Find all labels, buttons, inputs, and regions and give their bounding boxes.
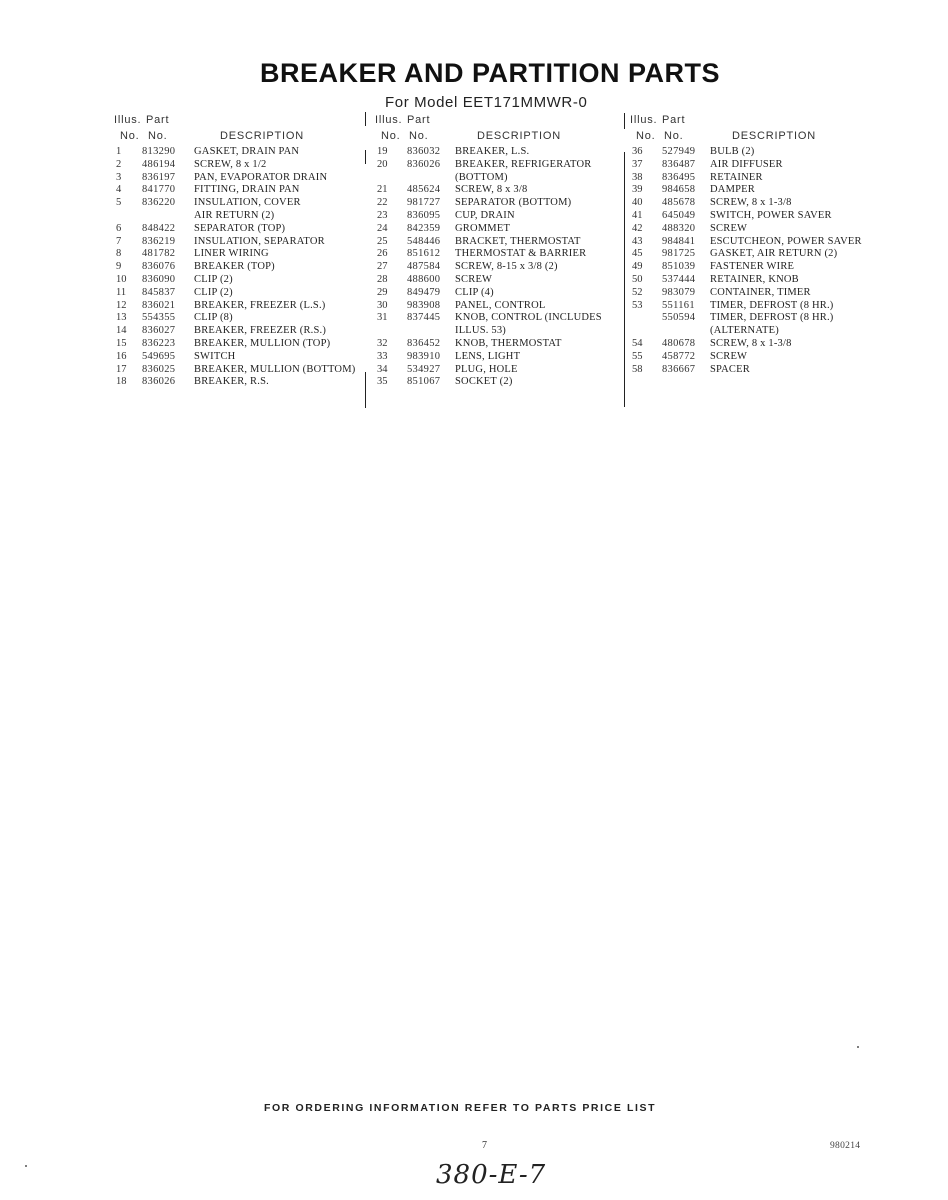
part-description: INSULATION, SEPARATOR (194, 235, 325, 247)
part-number: 551161 (662, 299, 695, 311)
parts-row (114, 248, 362, 261)
part-number: 837445 (407, 312, 441, 324)
ordering-note: FOR ORDERING INFORMATION REFER TO PARTS PRICE LIST (264, 1102, 657, 1114)
header-part: Part (407, 114, 431, 126)
part-description: BREAKER, FREEZER (R.S.) (194, 325, 327, 337)
part-number: 486194 (142, 158, 176, 170)
illus-number: 35 (377, 376, 388, 388)
part-number: 836220 (142, 197, 176, 209)
part-number: 813290 (142, 146, 176, 157)
part-description: CLIP (4) (455, 286, 494, 298)
part-description: SCREW, 8-15 x 3/8 (2) (455, 261, 558, 273)
column-header (114, 114, 362, 146)
parts-row (630, 210, 890, 223)
header-illus: Illus. (630, 114, 658, 126)
part-number: 481782 (142, 248, 176, 260)
part-description: SPACER (710, 363, 750, 375)
parts-row (375, 210, 619, 223)
part-number: 981727 (407, 197, 441, 209)
illus-number: 16 (116, 350, 127, 362)
part-number: 836452 (407, 337, 441, 349)
parts-row (630, 261, 890, 274)
header-description: DESCRIPTION (732, 130, 816, 142)
illus-number: 8 (116, 248, 122, 260)
parts-row (114, 376, 362, 389)
part-description: RETAINER (710, 171, 763, 183)
part-number: 534927 (407, 363, 441, 375)
illus-number: 29 (377, 286, 388, 298)
column-divider (365, 150, 366, 164)
document-code: 980214 (830, 1141, 861, 1151)
part-description: FASTENER WIRE (710, 261, 795, 273)
illus-number: 27 (377, 261, 388, 273)
illus-number: 38 (632, 171, 643, 183)
part-description: CONTAINER, TIMER (710, 286, 811, 298)
parts-row (375, 325, 619, 338)
part-description: TIMER, DEFROST (8 HR.) (710, 299, 834, 311)
column-divider (365, 112, 366, 126)
parts-row (630, 159, 890, 172)
parts-row (114, 223, 362, 236)
part-number: 488320 (662, 222, 696, 234)
part-number: 984658 (662, 184, 696, 196)
part-number: 836026 (407, 158, 441, 170)
illus-number: 53 (632, 299, 643, 311)
part-number (142, 210, 194, 223)
parts-row (375, 159, 619, 172)
illus-number: 17 (116, 363, 127, 375)
part-description: BREAKER (TOP) (194, 261, 275, 273)
part-description: SCREW, 8 x 1-3/8 (710, 337, 792, 349)
illus-number: 7 (116, 235, 122, 247)
part-description: DAMPER (710, 184, 755, 196)
part-description: CUP, DRAIN (455, 209, 515, 221)
illus-number: 3 (116, 171, 122, 183)
part-description: AIR DIFFUSER (710, 158, 783, 170)
parts-row (630, 146, 890, 159)
illus-number: 39 (632, 184, 643, 196)
parts-row (375, 248, 619, 261)
parts-row (114, 364, 362, 377)
illus-number: 6 (116, 222, 122, 234)
illus-number: 49 (632, 261, 643, 273)
parts-row (375, 338, 619, 351)
illus-number (114, 210, 142, 223)
part-description: INSULATION, COVER (194, 197, 301, 209)
page-number: 7 (482, 1140, 487, 1151)
part-description: LINER WIRING (194, 248, 269, 260)
parts-row (114, 351, 362, 364)
parts-row (375, 172, 619, 185)
parts-row (375, 312, 619, 325)
part-description: KNOB, CONTROL (INCLUDES (455, 312, 602, 324)
part-description: AIR RETURN (2) (194, 209, 275, 221)
parts-row (630, 274, 890, 287)
part-number: 550594 (662, 312, 696, 324)
column-divider (624, 113, 625, 129)
illus-number: 13 (116, 312, 127, 324)
part-number: 983908 (407, 299, 441, 311)
part-description: SCREW (710, 222, 748, 234)
part-description: ESCUTCHEON, POWER SAVER (710, 235, 862, 247)
part-number: 487584 (407, 261, 441, 273)
illus-number: 9 (116, 261, 122, 273)
handwritten-annotation: 380-E-7 (436, 1160, 547, 1190)
parts-row (630, 364, 890, 377)
part-number (407, 325, 455, 338)
part-description: SEPARATOR (BOTTOM) (455, 197, 572, 209)
part-number: 983079 (662, 286, 696, 298)
part-description: BREAKER, MULLION (TOP) (194, 337, 331, 349)
header-illus: Illus. (375, 114, 403, 126)
part-description: PLUG, HOLE (455, 363, 518, 375)
parts-row (375, 376, 619, 389)
parts-row (630, 338, 890, 351)
parts-row (114, 210, 362, 223)
part-number: 836223 (142, 337, 176, 349)
parts-row (375, 261, 619, 274)
part-description: SWITCH, POWER SAVER (710, 209, 832, 221)
parts-row (630, 172, 890, 185)
illus-number: 32 (377, 337, 388, 349)
part-description: BREAKER, R.S. (194, 376, 269, 388)
part-number: 836487 (662, 158, 696, 170)
header-illus: Illus. (114, 114, 142, 126)
part-description: PANEL, CONTROL (455, 299, 546, 311)
parts-column-3 (630, 114, 890, 376)
illus-number: 20 (377, 158, 388, 170)
part-number: 548446 (407, 235, 441, 247)
illus-number: 22 (377, 197, 388, 209)
illus-number: 54 (632, 337, 643, 349)
parts-row (114, 325, 362, 338)
part-description: BREAKER, FREEZER (L.S.) (194, 299, 326, 311)
part-description: CLIP (2) (194, 286, 233, 298)
column-divider (365, 372, 366, 408)
part-number: 984841 (662, 235, 696, 247)
part-description: KNOB, THERMOSTAT (455, 337, 562, 349)
illus-number: 18 (116, 376, 127, 388)
part-description: BRACKET, THERMOSTAT (455, 235, 581, 247)
illus-number: 26 (377, 248, 388, 260)
parts-row (375, 236, 619, 249)
column-header (375, 114, 619, 146)
illus-number: 30 (377, 299, 388, 311)
part-description: BREAKER, MULLION (BOTTOM) (194, 363, 356, 375)
parts-column-1 (114, 114, 362, 389)
part-description: LENS, LIGHT (455, 350, 521, 362)
part-number: 485624 (407, 184, 441, 196)
part-description: BREAKER, REFRIGERATOR (455, 158, 592, 170)
part-description: THERMOSTAT & BARRIER (455, 248, 587, 260)
parts-row (375, 223, 619, 236)
parts-row (375, 351, 619, 364)
parts-row (114, 236, 362, 249)
header-description: DESCRIPTION (477, 130, 561, 142)
illus-number: 33 (377, 350, 388, 362)
part-number: 851039 (662, 261, 696, 273)
part-description: RETAINER, KNOB (710, 273, 799, 285)
header-illus-no: No. (120, 130, 140, 142)
part-number: 836025 (142, 363, 176, 375)
part-description: SWITCH (194, 350, 236, 362)
parts-row (630, 248, 890, 261)
parts-row (375, 146, 619, 159)
parts-row (114, 197, 362, 210)
illus-number: 41 (632, 209, 643, 221)
part-description: GASKET, DRAIN PAN (194, 146, 300, 157)
part-description: BULB (2) (710, 146, 755, 157)
page-title: BREAKER AND PARTITION PARTS (259, 58, 720, 88)
parts-row (630, 184, 890, 197)
part-number: 549695 (142, 350, 176, 362)
parts-row (114, 261, 362, 274)
column-divider (624, 152, 625, 407)
part-number: 851612 (407, 248, 441, 260)
part-description: BREAKER, L.S. (455, 146, 530, 157)
column-header (630, 114, 890, 146)
illus-number: 15 (116, 337, 127, 349)
header-illus-no: No. (636, 130, 656, 142)
parts-row (114, 159, 362, 172)
header-description: DESCRIPTION (220, 130, 304, 142)
part-number: 981725 (662, 248, 696, 260)
part-description: (ALTERNATE) (710, 325, 779, 337)
illus-number: 5 (116, 197, 122, 209)
part-description: CLIP (8) (194, 312, 233, 324)
part-description: SCREW (455, 273, 493, 285)
header-part-no: No. (148, 130, 168, 142)
parts-row (114, 338, 362, 351)
scan-speck (25, 1165, 27, 1167)
part-number: 836667 (662, 363, 696, 375)
part-description: GASKET, AIR RETURN (2) (710, 248, 838, 260)
part-description: SCREW, 8 x 1/2 (194, 158, 267, 170)
parts-row (630, 197, 890, 210)
part-description: ILLUS. 53) (455, 325, 506, 337)
part-number: 836197 (142, 171, 176, 183)
header-illus-no: No. (381, 130, 401, 142)
illus-number: 11 (116, 286, 127, 298)
part-number: 645049 (662, 209, 696, 221)
illus-number: 42 (632, 222, 643, 234)
part-number: 836032 (407, 146, 441, 157)
parts-row (114, 300, 362, 313)
part-number: 554355 (142, 312, 176, 324)
part-number: 836095 (407, 209, 441, 221)
part-number: 851067 (407, 376, 441, 388)
illus-number: 37 (632, 158, 643, 170)
illus-number: 58 (632, 363, 643, 375)
illus-number: 55 (632, 350, 643, 362)
illus-number: 43 (632, 235, 643, 247)
part-number: 480678 (662, 337, 696, 349)
parts-row (114, 172, 362, 185)
parts-row (630, 312, 890, 325)
parts-row (630, 300, 890, 313)
illus-number: 28 (377, 273, 388, 285)
illus-number: 50 (632, 273, 643, 285)
part-description: PAN, EVAPORATOR DRAIN (194, 171, 328, 183)
illus-number: 4 (116, 184, 122, 196)
part-description: (BOTTOM) (455, 171, 508, 183)
illus-number: 2 (116, 158, 122, 170)
part-description: CLIP (2) (194, 273, 233, 285)
parts-row (114, 274, 362, 287)
part-number: 836076 (142, 261, 176, 273)
part-description: SCREW (710, 350, 748, 362)
illus-number: 36 (632, 146, 643, 157)
part-description: FITTING, DRAIN PAN (194, 184, 300, 196)
part-description: SCREW, 8 x 1-3/8 (710, 197, 792, 209)
parts-row (114, 184, 362, 197)
model-subtitle: For Model EET171MMWR-0 (385, 94, 588, 111)
part-number (407, 172, 455, 185)
illus-number: 14 (116, 325, 127, 337)
part-description: SOCKET (2) (455, 376, 513, 388)
part-description: TIMER, DEFROST (8 HR.) (710, 312, 834, 324)
illus-number: 34 (377, 363, 388, 375)
illus-number: 19 (377, 146, 388, 157)
part-number: 849479 (407, 286, 441, 298)
illus-number: 1 (116, 146, 122, 157)
part-description: SCREW, 8 x 3/8 (455, 184, 528, 196)
parts-row (114, 146, 362, 159)
header-part-no: No. (664, 130, 684, 142)
part-number: 527949 (662, 146, 696, 157)
illus-number: 40 (632, 197, 643, 209)
illus-number: 25 (377, 235, 388, 247)
illus-number: 31 (377, 312, 388, 324)
part-description: GROMMET (455, 222, 511, 234)
illus-number (630, 325, 662, 338)
part-number: 836090 (142, 273, 176, 285)
parts-row (630, 287, 890, 300)
part-number: 845837 (142, 286, 176, 298)
part-number: 836026 (142, 376, 176, 388)
illus-number (375, 325, 407, 338)
parts-row (630, 351, 890, 364)
parts-row (630, 325, 890, 338)
parts-row (375, 364, 619, 377)
parts-row (375, 274, 619, 287)
part-description: SEPARATOR (TOP) (194, 222, 286, 234)
illus-number (630, 312, 662, 325)
part-number: 836027 (142, 325, 176, 337)
part-number: 537444 (662, 273, 696, 285)
part-number: 836495 (662, 171, 696, 183)
illus-number (375, 172, 407, 185)
part-number: 836021 (142, 299, 176, 311)
part-number: 841770 (142, 184, 176, 196)
parts-row (375, 197, 619, 210)
parts-row (630, 223, 890, 236)
part-number: 488600 (407, 273, 441, 285)
illus-number: 45 (632, 248, 643, 260)
parts-row (114, 312, 362, 325)
illus-number: 23 (377, 209, 388, 221)
parts-column-2 (375, 114, 619, 389)
parts-row (375, 184, 619, 197)
illus-number: 12 (116, 299, 127, 311)
illus-number: 21 (377, 184, 388, 196)
header-part: Part (662, 114, 686, 126)
scan-speck (857, 1046, 859, 1048)
parts-row (375, 287, 619, 300)
illus-number: 10 (116, 273, 127, 285)
part-number: 458772 (662, 350, 696, 362)
part-number (662, 325, 710, 338)
part-number: 842359 (407, 222, 441, 234)
part-number: 983910 (407, 350, 441, 362)
header-part-no: No. (409, 130, 429, 142)
part-number: 848422 (142, 222, 176, 234)
illus-number: 24 (377, 222, 388, 234)
illus-number: 52 (632, 286, 643, 298)
parts-row (375, 300, 619, 313)
header-part: Part (146, 114, 170, 126)
parts-row (630, 236, 890, 249)
parts-row (114, 287, 362, 300)
part-number: 485678 (662, 197, 696, 209)
part-number: 836219 (142, 235, 176, 247)
